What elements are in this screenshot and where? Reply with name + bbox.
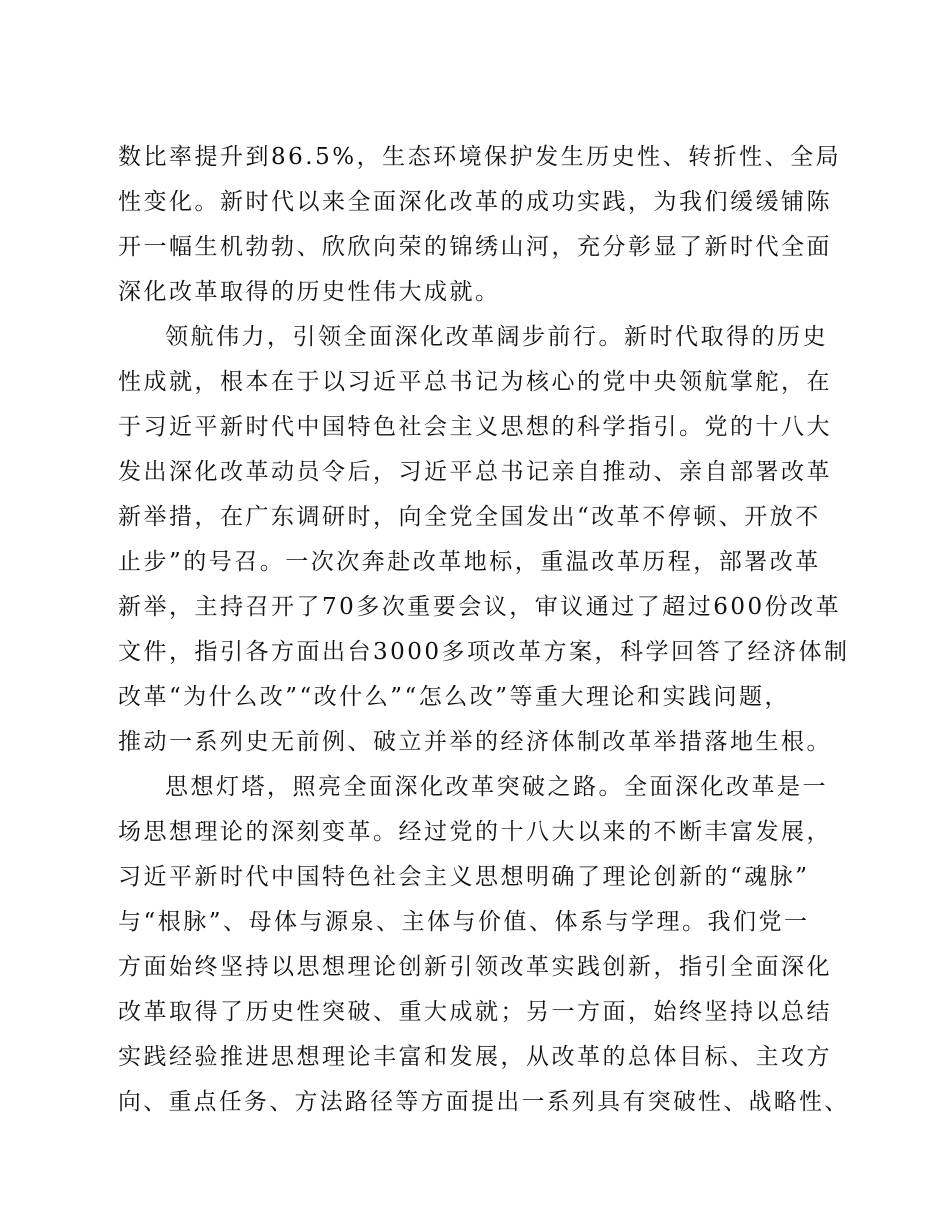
text-line: 向、重点任务、方法路径等方面提出一系列具有突破性、战略性、 xyxy=(118,1089,850,1115)
text-line: 实践经验推进思想理论丰富和发展，从改革的总体目标、主攻方 xyxy=(118,1044,832,1070)
text-line: 改革“为什么改”“改什么”“怎么改”等重大理论和实践问题， xyxy=(118,684,791,710)
text-line: 深化改革取得的历史性伟大成就。 xyxy=(118,279,501,305)
text-line: 性成就，根本在于以习近平总书记为核心的党中央领航掌舵，在 xyxy=(118,369,832,395)
text-line: 开一幅生机勃勃、欣欣向荣的锦绣山河，充分彰显了新时代全面 xyxy=(118,234,832,260)
text-line: 场思想理论的深刻变革。经过党的十八大以来的不断丰富发展， xyxy=(118,819,832,845)
text-line: 习近平新时代中国特色社会主义思想明确了理论创新的“魂脉” xyxy=(118,864,810,890)
text-line: 文件，指引各方面出台3000多项改革方案，科学回答了经济体制 xyxy=(118,639,850,665)
text-line: 止步”的号召。一次次奔赴改革地标，重温改革历程，部署改革 xyxy=(118,549,821,575)
paragraph-first-line: 领航伟力，引领全面深化改革阔步前行。新时代取得的历史 xyxy=(165,324,828,350)
paragraph-first-line: 思想灯塔，照亮全面深化改革突破之路。全面深化改革是一 xyxy=(165,774,828,800)
text-line: 改革取得了历史性突破、重大成就；另一方面，始终坚持以总结 xyxy=(118,999,832,1025)
text-line: 性变化。新时代以来全面深化改革的成功实践，为我们缓缓铺陈 xyxy=(118,189,832,215)
text-line: 推动一系列史无前例、破立并举的经济体制改革举措落地生根。 xyxy=(118,729,832,755)
text-line: 方面始终坚持以思想理论创新引领改革实践创新，指引全面深化 xyxy=(118,954,832,980)
text-line: 数比率提升到86.5%，生态环境保护发生历史性、转折性、全局 xyxy=(118,144,842,170)
text-line: 新举，主持召开了70多次重要会议，审议通过了超过600份改革 xyxy=(118,594,842,620)
text-line: 与“根脉”、母体与源泉、主体与价值、体系与学理。我们党一 xyxy=(118,909,810,935)
text-line: 于习近平新时代中国特色社会主义思想的科学指引。党的十八大 xyxy=(118,414,832,440)
text-line: 新举措，在广东调研时，向全党全国发出“改革不停顿、开放不 xyxy=(118,504,821,530)
text-line: 发出深化改革动员令后，习近平总书记亲自推动、亲自部署改革 xyxy=(118,459,832,485)
